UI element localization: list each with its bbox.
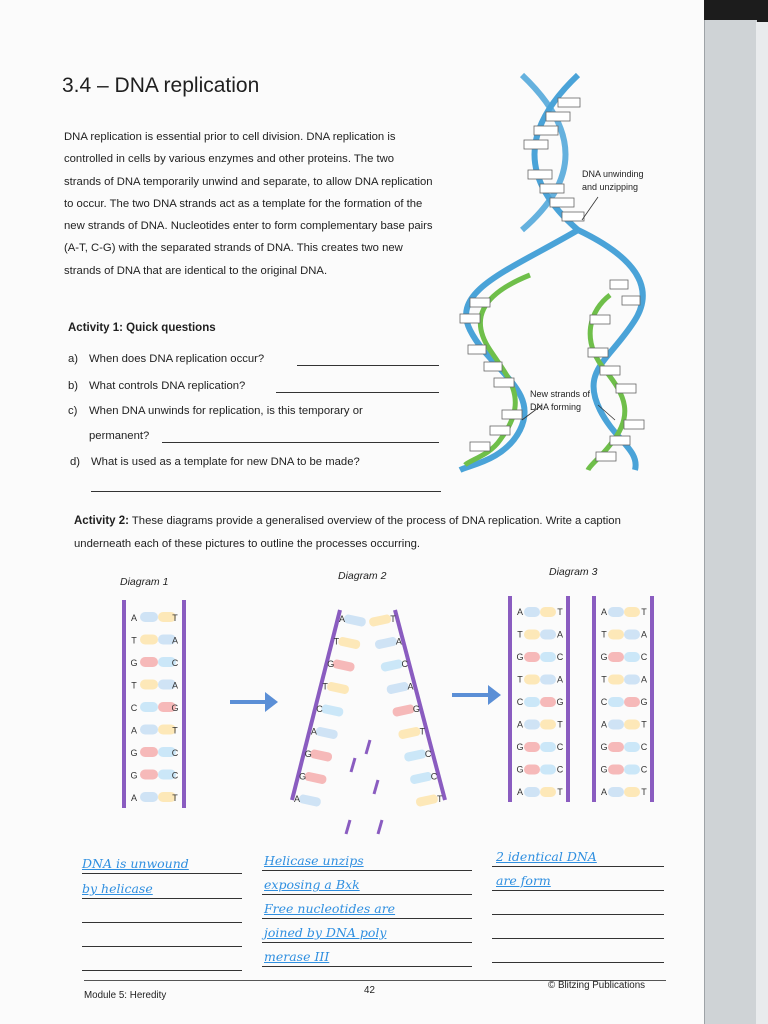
book-page-edge xyxy=(704,20,757,1024)
diagram2-label-left: C xyxy=(316,704,323,714)
handwriting-caption2-line1: Helicase unzips xyxy=(264,853,364,868)
question-a-label: a) xyxy=(68,353,79,365)
question-b-label: b) xyxy=(68,380,79,392)
diagram3-base-left xyxy=(608,630,624,640)
dna-replication-figure xyxy=(450,70,660,480)
diagram3-label-right: A xyxy=(556,629,564,640)
annotation-leader-top xyxy=(582,197,598,220)
diagram2-base-right xyxy=(386,681,409,694)
diagram1-label-right: A xyxy=(171,635,179,646)
caption2-line4[interactable] xyxy=(262,942,472,943)
diagram3-base-right xyxy=(540,652,556,662)
handwriting-caption3-line2: are form xyxy=(496,873,551,888)
diagram1-base-left xyxy=(140,725,158,735)
diagram2-label-left: A xyxy=(310,726,317,737)
diagram3-base-right xyxy=(624,765,640,775)
diagram1-base-left xyxy=(140,747,158,757)
diagram2-label-left: A xyxy=(338,614,346,624)
diagram1-label-left: A xyxy=(130,793,138,803)
diagram1-label-left: A xyxy=(130,613,138,623)
diagram3-label-right: G xyxy=(640,697,648,707)
activity2-text: These diagrams provide a generalised overview of the process of DNA replication. Write a caption underneath each of these pictures to outline the processes occurring. xyxy=(74,515,621,550)
diagram1-base-left xyxy=(140,792,158,802)
diagram1-label-right: T xyxy=(172,793,178,803)
diagram3-base-left xyxy=(608,675,624,685)
diagram3-label-left: G xyxy=(516,764,524,775)
diagram3-base-left xyxy=(524,697,540,707)
caption2-line1[interactable] xyxy=(262,870,472,871)
diagram2-label-right: C xyxy=(401,659,408,669)
diagram3-label-left: A xyxy=(516,607,524,617)
diagram1-label-right: C xyxy=(171,658,179,668)
diagram1-base-left xyxy=(140,680,158,690)
diagram2-label-left: G xyxy=(299,771,307,782)
diagram3-label-right: T xyxy=(641,787,647,797)
diagram2-right-strand xyxy=(395,610,445,800)
caption1-line2[interactable] xyxy=(82,898,242,899)
diagram3-base-left xyxy=(608,787,624,797)
free-nucleotide xyxy=(346,820,350,834)
diagram1-left-strand xyxy=(122,600,126,808)
diagram3-base-left xyxy=(524,765,540,775)
activity2-heading: Activity 2: xyxy=(74,515,129,527)
diagram3-label-right: G xyxy=(556,697,564,707)
diagram3-label-right: C xyxy=(556,742,564,752)
diagram3-label-left: G xyxy=(516,742,524,752)
diagram3-base-right xyxy=(540,630,556,640)
diagram3-label-right: A xyxy=(640,674,648,685)
diagram2-base-left xyxy=(338,636,361,649)
diagram3-base-left xyxy=(608,697,624,707)
diagram2-label-right: G xyxy=(412,704,420,714)
diagram3-base-left xyxy=(608,720,624,730)
diagram3-base-left xyxy=(608,765,624,775)
diagram2-base-right xyxy=(409,771,432,784)
diagram3-base-right xyxy=(624,742,640,752)
diagram3-label-left: A xyxy=(516,719,524,730)
intro-paragraph: DNA replication is essential prior to cell division. DNA replication is controlled in cells by various enzymes and other proteins. The two strands of DNA temporarily unwind and separate, to allow DNA replication to occur. The two DNA strands act as a template for the formation of the new strands of DNA. Nucleotides enter to form complementary base pairs (A-T, C-G) with the separated strands of DNA. This creates two new strands of DNA that are identical to the original DNA. xyxy=(64,131,433,277)
question-b-text: What controls DNA replication? xyxy=(89,380,246,392)
diagram1-label-right: T xyxy=(172,613,178,623)
annotation-unwinding-line1: DNA unwinding xyxy=(582,169,644,179)
diagram3-label-right: T xyxy=(641,607,647,617)
diagram3-base-right xyxy=(540,765,556,775)
diagram1-label-left: G xyxy=(130,748,138,758)
arrow-2-icon xyxy=(452,685,501,705)
handwriting-caption3-line1: 2 identical DNA xyxy=(496,849,597,864)
diagram3-base-left xyxy=(524,787,540,797)
diagram3-label-right: C xyxy=(556,764,564,775)
diagram2-label-left: G xyxy=(304,749,312,759)
diagram3-label-left: G xyxy=(600,764,608,775)
diagram3-molecule1-left-strand xyxy=(508,596,512,802)
diagram2-label-right: C xyxy=(424,749,432,759)
diagram3-label-left: G xyxy=(600,742,608,752)
diagram2-base-left xyxy=(332,659,355,672)
diagram1-label-left: A xyxy=(130,725,138,736)
diagram3-base-right xyxy=(624,630,640,640)
diagram1-label-left: G xyxy=(130,658,138,668)
caption1-line1[interactable] xyxy=(82,873,242,874)
diagram2-label: Diagram 2 xyxy=(338,570,387,582)
diagram3-base-left xyxy=(608,652,624,662)
diagram3-label-right: A xyxy=(640,629,648,640)
diagram2-base-right xyxy=(415,794,438,807)
footer-page-number: 42 xyxy=(364,985,375,996)
diagram3-base-right xyxy=(540,675,556,685)
book-page-edge-outer xyxy=(756,22,768,1024)
handwriting-caption2-line5: merase III xyxy=(264,949,330,964)
diagram3-base-right xyxy=(540,607,556,617)
annotation-new-strands-line1: New strands of xyxy=(530,389,591,399)
diagram3-label-left: T xyxy=(517,674,523,685)
diagram2-label-right: T xyxy=(437,794,443,804)
diagram1-label-right: A xyxy=(171,680,179,691)
diagram1-label-left: C xyxy=(130,703,138,713)
answer-line-d[interactable] xyxy=(91,491,441,492)
question-c-text-cont: permanent? xyxy=(89,430,150,442)
handwriting-caption2-line3: Free nucleotides are xyxy=(264,901,396,916)
diagram1-label-right: C xyxy=(171,770,179,781)
diagram3-molecule2-right-strand xyxy=(650,596,654,802)
diagram3-base-right xyxy=(624,652,640,662)
caption1-line5[interactable] xyxy=(82,970,242,971)
answer-line-c[interactable] xyxy=(162,442,439,443)
caption3-line3[interactable] xyxy=(492,914,664,915)
diagram2-base-left xyxy=(315,726,338,739)
footer-module: Module 5: Heredity xyxy=(84,990,167,1001)
diagram2-label-right: C xyxy=(430,771,438,782)
diagram3-label-left: T xyxy=(517,629,523,640)
diagram1-right-strand xyxy=(182,600,186,808)
diagram3-label-right: T xyxy=(557,719,563,730)
diagram3-label-left: G xyxy=(600,652,608,662)
caption3-line2[interactable] xyxy=(492,890,664,891)
diagram3-base-left xyxy=(608,607,624,617)
free-nucleotide xyxy=(374,780,378,794)
diagram3-label-right: A xyxy=(556,674,564,685)
replication-diagrams xyxy=(100,590,680,850)
handwriting-caption2-line4: joined by DNA poly xyxy=(264,925,387,940)
caption1-line4[interactable] xyxy=(82,946,242,947)
diagram3-base-right xyxy=(540,742,556,752)
diagram3-label-right: C xyxy=(640,742,648,752)
diagram3-label-left: A xyxy=(600,787,608,797)
diagram3-base-left xyxy=(524,607,540,617)
diagram3-label-left: A xyxy=(600,607,608,617)
annotation-unwinding-line2: and unzipping xyxy=(582,182,639,192)
caption3-line1[interactable] xyxy=(492,866,664,867)
diagram2-base-right xyxy=(404,749,427,762)
activity2-instructions xyxy=(74,510,634,556)
diagram3-label-left: C xyxy=(516,697,524,707)
diagram2-base-left xyxy=(298,794,321,807)
diagram2-base-left xyxy=(326,681,349,694)
diagram1-label-left: T xyxy=(131,635,137,646)
diagram3-base-left xyxy=(524,630,540,640)
diagram3-base-right xyxy=(540,720,556,730)
diagram1-base-left xyxy=(140,635,158,645)
diagram3-base-right xyxy=(540,697,556,707)
question-c-label: c) xyxy=(68,405,78,417)
diagram3-molecule1-right-strand xyxy=(566,596,570,802)
free-nucleotide xyxy=(351,758,355,772)
diagram2-base-right xyxy=(368,614,391,627)
diagram2-base-left xyxy=(304,771,327,784)
diagram1-label-right: T xyxy=(172,725,178,736)
diagram2-label-left: T xyxy=(322,681,328,692)
diagram1-label-left: G xyxy=(130,770,138,781)
free-nucleotide xyxy=(378,820,382,834)
diagram3-base-right xyxy=(624,697,640,707)
diagram1-label-left: T xyxy=(131,680,137,691)
diagram1-label-right: C xyxy=(171,748,179,758)
diagram3-label-right: T xyxy=(557,607,563,617)
diagram3-label-right: C xyxy=(640,652,648,662)
diagram3-label-right: T xyxy=(641,719,647,730)
diagram2-label-right: T xyxy=(419,726,425,737)
diagram3-label-right: C xyxy=(640,764,648,775)
diagram3-label-right: C xyxy=(556,652,564,662)
diagram2-label-right: A xyxy=(395,636,402,647)
diagram3-base-right xyxy=(540,787,556,797)
diagram3-label-left: A xyxy=(600,719,608,730)
caption3-line4[interactable] xyxy=(492,938,664,939)
question-a-text: When does DNA replication occur? xyxy=(89,353,265,365)
diagram3-label-left: T xyxy=(601,674,607,685)
diagram3-base-left xyxy=(524,675,540,685)
diagram3-label-left: T xyxy=(601,629,607,640)
activity1-heading: Activity 1: Quick questions xyxy=(68,322,216,334)
diagram1-base-left xyxy=(140,702,158,712)
answer-line-a[interactable] xyxy=(297,365,439,366)
diagram3-base-left xyxy=(524,742,540,752)
question-d-text: What is used as a template for new DNA to be made? xyxy=(91,456,360,468)
diagram1-base-left xyxy=(140,612,158,622)
answer-line-b[interactable] xyxy=(276,392,439,393)
diagram2-base-left xyxy=(321,704,344,717)
diagram2-label-left: A xyxy=(293,794,301,804)
section-title: 3.4 – DNA replication xyxy=(62,74,260,97)
diagram3-label-right: T xyxy=(557,787,563,797)
handwriting-caption2-line2: exposing a Bxk xyxy=(264,877,360,892)
diagram2-label-left: T xyxy=(333,636,340,647)
diagram3-label: Diagram 3 xyxy=(549,566,598,578)
diagram3-base-left xyxy=(524,652,540,662)
diagram2-base-right xyxy=(374,636,397,649)
diagram3-label-left: A xyxy=(516,787,524,797)
handwriting-caption1-line2: by helicase xyxy=(82,881,153,896)
diagram2-base-right xyxy=(398,726,421,739)
diagram3-base-left xyxy=(608,742,624,752)
diagram1-base-left xyxy=(140,657,158,667)
diagram3-base-right xyxy=(624,675,640,685)
diagram3-base-right xyxy=(624,607,640,617)
arrow-1-icon xyxy=(230,692,278,712)
diagram3-base-right xyxy=(624,720,640,730)
diagram2-label-right: T xyxy=(390,614,396,624)
free-nucleotide xyxy=(366,740,370,754)
diagram2-label-left: G xyxy=(327,659,335,669)
question-d-label: d) xyxy=(70,456,81,468)
diagram2-base-right xyxy=(392,704,415,717)
diagram2-base-left xyxy=(309,749,332,762)
footer-publisher: © Blitzing Publications xyxy=(548,980,646,991)
caption2-line3[interactable] xyxy=(262,918,472,919)
diagram1-label: Diagram 1 xyxy=(120,576,169,588)
diagram1-label-right: G xyxy=(171,703,179,713)
diagram2-base-left xyxy=(343,614,366,627)
diagram3-label-left: G xyxy=(516,652,524,662)
diagram3-molecule2-left-strand xyxy=(592,596,596,802)
handwriting-caption1-line1: DNA is unwound xyxy=(82,856,189,871)
diagram3-base-right xyxy=(624,787,640,797)
caption1-line3[interactable] xyxy=(82,922,242,923)
annotation-new-strands-line2: DNA forming xyxy=(530,402,582,412)
diagram2-base-right xyxy=(380,659,403,672)
caption3-line5[interactable] xyxy=(492,962,664,963)
question-c-text: When DNA unwinds for replication, is this temporary or xyxy=(89,405,363,417)
diagram1-base-left xyxy=(140,770,158,780)
caption2-line5[interactable] xyxy=(262,966,472,967)
caption2-line2[interactable] xyxy=(262,894,472,895)
diagram3-label-left: C xyxy=(600,697,608,707)
diagram2-label-right: A xyxy=(407,681,414,692)
diagram3-base-left xyxy=(524,720,540,730)
